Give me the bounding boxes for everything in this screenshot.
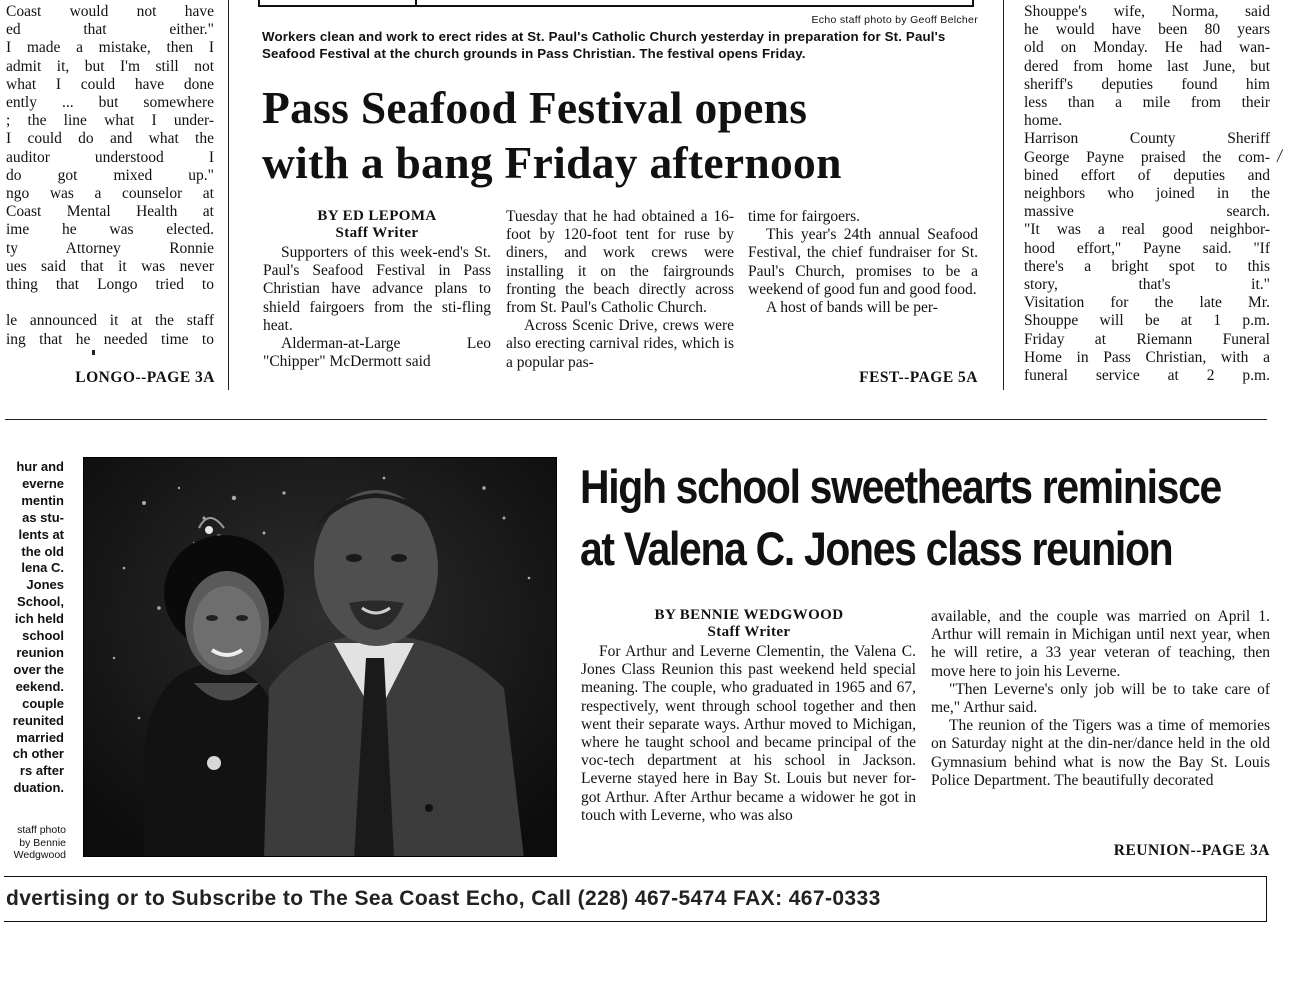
left-column-line: ing that he needed time to xyxy=(6,330,214,348)
reunion-col2-para-1: available, and the couple was married on April 1. Arthur will remain in Michigan until next year, when he will retire, a 33 year veteran of teaching, then move here to join his Leverne. xyxy=(931,608,1270,680)
right-column-line: "It was a real good neighbor- xyxy=(1024,221,1270,239)
left-column-line: admit it, but I'm still not xyxy=(6,57,214,75)
right-column-line: hood effort," Payne said. "If xyxy=(1024,239,1270,257)
festival-headline-line-1: Pass Seafood Festival opens xyxy=(262,82,808,133)
right-column-line: massive search. xyxy=(1024,203,1270,221)
festival-body-col-2 xyxy=(506,208,734,389)
festival-byline-role: Staff Writer xyxy=(335,225,419,241)
reunion-col1-para-1: For Arthur and Leverne Clementin, the Valena C. Jones Class Reunion this past weekend held special meaning. The couple, who graduated in 1965 and 67, respectively, went through school together and then went their separate ways. Arthur moved to Michigan, where he taught school and became principal of the voc-tech department at his school in Jackson. Leverne stayed here in Bay St. Louis but never for-got Arthur. After Arthur became a widower he got in touch with Leverne, who was also xyxy=(581,643,916,824)
festival-body-col-3 xyxy=(748,208,978,358)
reunion-jump-line: REUNION--PAGE 3A xyxy=(1113,842,1270,859)
subscribe-banner xyxy=(4,876,1267,922)
left-column-lines xyxy=(6,3,214,349)
festival-byline xyxy=(262,208,492,242)
side-caption-line: the old xyxy=(21,543,64,559)
right-column-line: home. xyxy=(1024,112,1063,130)
left-jump-line: LONGO--PAGE 3A xyxy=(75,369,215,386)
reunion-photo-credit-lines xyxy=(0,824,66,862)
festival-headline-line-2: with a bang Friday afternoon xyxy=(262,137,842,188)
left-column-line: Coast would not have xyxy=(6,3,214,20)
side-caption-line: married xyxy=(16,729,64,745)
side-caption-line: ch other xyxy=(12,746,64,762)
right-column-line: funeral service at 2 p.m. xyxy=(1024,367,1270,385)
photo-credit-line: Wedgwood xyxy=(13,849,66,861)
side-caption-line: mentin xyxy=(21,492,64,508)
festival-jump-line: FEST--PAGE 5A xyxy=(859,369,978,386)
festival-col3-para-1: time for fairgoers. xyxy=(748,208,861,225)
left-column-line: do got mixed up." xyxy=(6,166,214,184)
festival-body-col-1 xyxy=(263,244,491,389)
festival-col2-para-1: Tuesday that he had obtained a 16-foot by 120-foot tent for ruse by diners, and work crews were installing it on the fairgrounds fronting the beach directly across from St. Paul's Catholic Church. xyxy=(506,208,734,317)
right-column-line: there's a bright spot to this xyxy=(1024,257,1270,275)
right-column-line: he would have been 80 years xyxy=(1024,21,1270,39)
side-caption-line: reunited xyxy=(12,712,64,728)
side-caption-line: lents at xyxy=(18,526,64,542)
right-column-line: old on Monday. He had wan- xyxy=(1024,39,1270,57)
side-caption-line: Jones xyxy=(26,577,64,593)
left-column-line: auditor understood I xyxy=(6,148,214,166)
reunion-col2-para-2: "Then Leverne's only job will be to take care of me," Arthur said. xyxy=(931,680,1270,717)
side-caption-line: over the xyxy=(13,661,64,677)
festival-byline-name: BY ED LEPOMA xyxy=(317,208,437,224)
left-column-line: le announced it at the staff xyxy=(6,312,214,330)
right-column-line: bined effort of deputies and xyxy=(1024,166,1270,184)
reunion-byline-role: Staff Writer xyxy=(707,624,791,640)
side-caption-line: rs after xyxy=(19,763,64,779)
reunion-photo-credit xyxy=(0,824,66,862)
left-column-line: ently ... but somewhere xyxy=(6,94,214,112)
side-caption-line: couple xyxy=(22,695,64,711)
right-column-continued xyxy=(1024,3,1270,393)
festival-headline xyxy=(262,80,980,190)
reunion-col2-para-3: The reunion of the Tigers was a time of memories on Saturday night at the din-ner/dance held in the old Gymnasium behind what is now the Bay St. Louis Police Department. The beautifully decorated xyxy=(931,717,1270,789)
right-column-line: neighbors who joined in the xyxy=(1024,185,1270,203)
right-column-lines xyxy=(1024,3,1270,385)
decorative-mark xyxy=(1276,149,1288,165)
side-caption-line: everne xyxy=(22,475,64,491)
side-caption-line: school xyxy=(22,628,64,644)
column-rule xyxy=(1003,0,1004,390)
reunion-byline xyxy=(582,607,916,641)
reunion-side-caption-lines xyxy=(0,459,64,795)
right-column-line: Visitation for the late Mr. xyxy=(1024,294,1270,312)
left-column-line: ime he was elected. xyxy=(6,221,214,239)
photo-credit-line: staff photo xyxy=(17,824,66,836)
reunion-headline-line-1: High school sweethearts reminisce xyxy=(580,460,1221,513)
decorative-mark xyxy=(92,350,95,355)
reunion-side-caption xyxy=(0,459,64,795)
side-caption-line: ich held xyxy=(14,611,64,627)
right-column-line: George Payne praised the com- xyxy=(1024,148,1270,166)
left-column-line: thing that Longo tried to xyxy=(6,276,214,294)
left-column-line: ed that either." xyxy=(6,21,214,39)
side-caption-line: School, xyxy=(17,594,64,610)
section-separator xyxy=(5,419,1267,420)
side-caption-line: reunion xyxy=(16,644,64,660)
side-caption-line: duation. xyxy=(13,780,64,795)
right-column-line: less than a mile from their xyxy=(1024,94,1270,112)
festival-photo-caption: Workers clean and work to erect rides at St. Paul's Catholic Church yesterday in preparation for St. Paul's Seafood Festival at the church grounds in Pass Christian. The festival opens Friday. xyxy=(262,29,946,61)
subscribe-banner-text: dvertising or to Subscribe to The Sea Coast Echo, Call (228) 467-5474 FAX: 467-0333 xyxy=(6,887,881,910)
left-column-line: what I could have done xyxy=(6,75,214,93)
reunion-body-col-2 xyxy=(931,608,1270,826)
left-column-line: ues said that it was never xyxy=(6,257,214,275)
side-caption-line: lena C. xyxy=(21,560,64,576)
festival-col2-para-2: Across Scenic Drive, crews were also erecting carnival rides, which is a popular pas- xyxy=(506,317,734,371)
festival-photo-edge xyxy=(258,0,974,7)
right-column-line: Shouppe's wife, Norma, said xyxy=(1024,3,1270,20)
right-column-line: Shouppe will be at 1 p.m. xyxy=(1024,312,1270,330)
left-column-continued xyxy=(6,3,214,353)
left-column-line: ty Attorney Ronnie xyxy=(6,239,214,257)
column-rule xyxy=(228,0,229,390)
right-column-line: story, that's it." xyxy=(1024,276,1270,294)
reunion-photo xyxy=(83,457,557,857)
festival-col1-para-1: Supporters of this week-end's St. Paul's Seafood Festival in Pass Christian have advance plans to shield fairgoers from the sti-fling heat. xyxy=(263,244,491,334)
left-column-line: Coast Mental Health at xyxy=(6,203,214,221)
left-column-line: ; the line what I under- xyxy=(6,112,214,130)
right-column-line: sheriff's deputies found him xyxy=(1024,75,1270,93)
reunion-body-col-1 xyxy=(581,643,916,861)
left-column-line: ngo was a counselor at xyxy=(6,185,214,203)
photo-credit-line: by Bennie xyxy=(19,836,66,849)
left-column-line: I could do and what the xyxy=(6,130,214,148)
reunion-headline xyxy=(580,456,1270,580)
left-column-line xyxy=(6,294,214,312)
right-column-line: Home in Pass Christian, with a xyxy=(1024,348,1270,366)
festival-photo-credit: Echo staff photo by Geoff Belcher xyxy=(811,14,978,26)
reunion-headline-line-2: at Valena C. Jones class reunion xyxy=(580,522,1173,575)
festival-col3-para-2: This year's 24th annual Seafood Festival, the chief fundraiser for St. Paul's Church, promises to be a weekend of good fun and good food. xyxy=(748,226,978,298)
left-column-line: I made a mistake, then I xyxy=(6,39,214,57)
festival-col3-para-3: A host of bands will be per- xyxy=(766,299,938,317)
festival-col1-para-2: Alderman-at-Large Leo "Chipper" McDermott said xyxy=(263,335,491,371)
right-column-line: dered from home last June, but xyxy=(1024,57,1270,75)
side-caption-line: as stu- xyxy=(22,509,64,525)
right-column-line: Friday at Riemann Funeral xyxy=(1024,330,1270,348)
couple-photo-illustration xyxy=(84,458,557,857)
right-column-line: Harrison County Sheriff xyxy=(1024,130,1270,148)
festival-photo-edge-mark xyxy=(415,0,417,6)
reunion-byline-name: BY BENNIE WEDGWOOD xyxy=(654,607,844,623)
side-caption-line: eekend. xyxy=(15,678,64,694)
side-caption-line: hur and xyxy=(16,459,64,474)
